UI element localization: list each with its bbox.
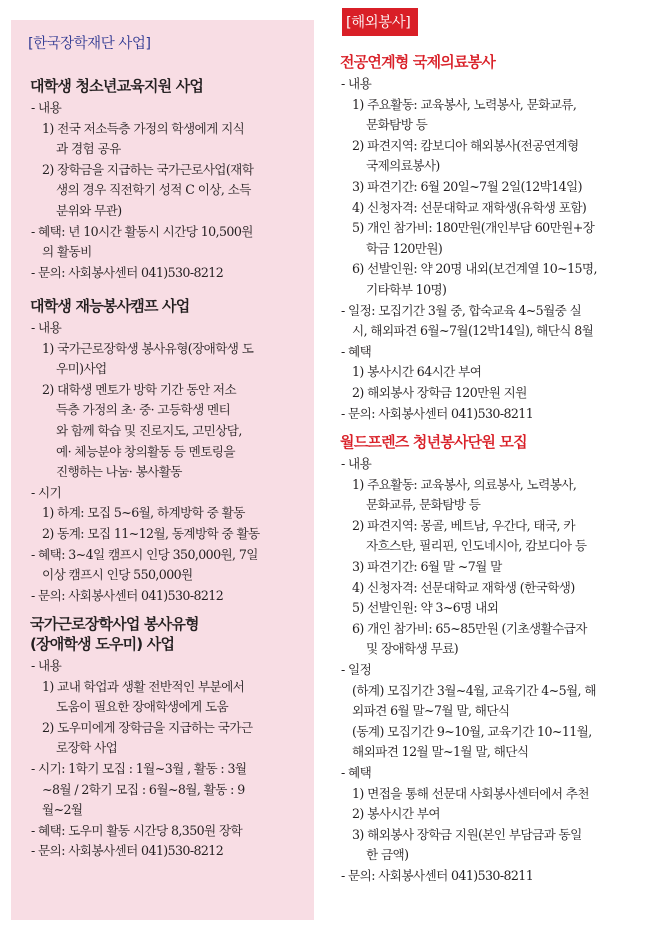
text-line: 1) 봉사시간 64시간 부여 bbox=[352, 364, 482, 380]
text-line: 이상 캠프시 인당 550,000원 bbox=[42, 567, 193, 583]
text-line: 국제의료봉사) bbox=[366, 158, 440, 174]
text-line: 2) 동계: 모집 11~12월, 동계방학 중 활동 bbox=[42, 525, 260, 541]
text-line: 의 활동비 bbox=[42, 244, 92, 260]
text-line: - 혜택: 도우미 활동 시간당 8,350원 장학 bbox=[31, 822, 243, 838]
section-title: 월드프렌즈 청년봉사단원 모집 bbox=[340, 433, 527, 451]
section-world-friends bbox=[340, 432, 640, 886]
text-line: 1) 국가근로장학생 봉사유형(장애학생 도 bbox=[42, 340, 254, 356]
text-line: (동계) 모집기간 9~10월, 교육기간 10~11월, bbox=[352, 723, 592, 739]
text-line: 문화탐방 등 bbox=[366, 117, 428, 133]
text-line: 4) 신청자격: 선문대학교 재학생(유학생 포함) bbox=[352, 199, 587, 215]
text-line: - 문의: 사회봉사센터 041)530-8212 bbox=[31, 843, 224, 859]
section-title: 대학생 재능봉사캠프 사업 bbox=[30, 297, 190, 315]
text-line: 2) 도우미에게 장학금을 지급하는 국가근 bbox=[42, 719, 253, 735]
text-line: - 내용 bbox=[31, 658, 62, 673]
text-line: - 시기: 1학기 모집 : 1월~3월 , 활동 : 3월 bbox=[31, 760, 247, 776]
text-line: 2) 장학금을 지급하는 국가근로사업(재학 bbox=[42, 161, 254, 177]
text-line: 6) 선발인원: 약 20명 내외(보건계열 10~15명, bbox=[352, 261, 597, 277]
text-line: 학금 120만원) bbox=[366, 240, 443, 256]
text-line: ~8월 / 2학기 모집 : 6월~8월, 활동 : 9 bbox=[42, 781, 245, 797]
text-line: 3) 파견기간: 6월 말 ~7월 말 bbox=[352, 558, 502, 574]
text-line: 외파견 6월 말~7월 말, 해단식 bbox=[352, 703, 510, 719]
text-line: 분위와 무관) bbox=[56, 202, 122, 218]
text-line: 한 금액) bbox=[366, 847, 409, 863]
text-line: - 혜택 bbox=[341, 343, 372, 359]
text-line: 6) 개인 참가비: 65~85만원 (기초생활수급자 bbox=[352, 620, 587, 636]
text-line: - 내용 bbox=[341, 76, 372, 91]
text-line: 5) 개인 참가비: 180만원(개인부담 60만원+장 bbox=[352, 220, 595, 236]
section-title: 전공연계형 국제의료봉사 bbox=[340, 53, 496, 71]
text-line: 1) 주요활동: 교육봉사, 노력봉사, 문화교류, bbox=[352, 96, 577, 112]
text-line: (하계) 모집기간 3월~4월, 교육기간 4~5월, 해 bbox=[352, 682, 596, 698]
text-line: 해외파견 12월 말~1월 말, 해단식 bbox=[352, 744, 529, 760]
text-line: 도움이 필요한 장애학생에게 도움 bbox=[56, 699, 229, 715]
text-line: 2) 해외봉사 장학금 120만원 지원 bbox=[352, 384, 527, 400]
section-disabled-student-helper bbox=[30, 614, 300, 862]
text-line: 예· 체능분야 창의활동 등 멘토링을 bbox=[56, 443, 235, 459]
text-line: - 혜택: 년 10시간 활동시 시간당 10,500원 bbox=[31, 223, 253, 239]
text-line: 자흐스탄, 필리핀, 인도네시아, 캄보디아 등 bbox=[366, 538, 587, 554]
text-line: - 혜택 bbox=[341, 764, 372, 780]
text-line: 5) 선발인원: 약 3~6명 내외 bbox=[352, 600, 499, 616]
text-line: 3) 파견기간: 6월 20일~7월 2일(12박14일) bbox=[352, 178, 582, 194]
text-line: - 내용 bbox=[341, 456, 372, 471]
text-line: 득층 가정의 초· 중· 고등학생 멘티 bbox=[56, 402, 231, 418]
text-line: 문화교류, 문화탐방 등 bbox=[366, 497, 481, 513]
text-line: 월~2월 bbox=[42, 802, 83, 818]
text-line: 우미)사업 bbox=[56, 361, 107, 377]
text-line: - 시기 bbox=[31, 484, 62, 500]
text-line: 생의 경우 직전학기 성적 C 이상, 소득 bbox=[56, 182, 251, 198]
text-line: - 혜택: 3~4일 캠프시 인당 350,000원, 7일 bbox=[31, 546, 258, 562]
section-tag-korea-scholarship: [한국장학재단 사업] bbox=[28, 36, 151, 52]
text-line: 1) 주요활동: 교육봉사, 의료봉사, 노력봉사, bbox=[352, 476, 577, 492]
text-line: 로장학 사업 bbox=[56, 740, 118, 756]
text-line: - 문의: 사회봉사센터 041)530-8212 bbox=[31, 264, 224, 280]
text-line: 2) 봉사시간 부여 bbox=[352, 806, 440, 822]
text-line: 1) 하계: 모집 5~6월, 하계방학 중 활동 bbox=[42, 505, 245, 521]
text-line: 3) 해외봉사 장학금 지원(본인 부담금과 동일 bbox=[352, 826, 582, 842]
text-line: 와 함께 학습 및 진로지도, 고민상담, bbox=[56, 422, 242, 438]
text-line: 2) 대학생 멘토가 방학 기간 동안 저소 bbox=[42, 381, 237, 397]
text-line: 1) 교내 학업과 생활 전반적인 부분에서 bbox=[42, 678, 245, 694]
section-title: 국가근로장학사업 봉사유형 bbox=[30, 615, 199, 633]
text-line: 시, 해외파견 6월~7월(12박14일), 해단식 8월 bbox=[352, 323, 594, 339]
text-line: 1) 전국 저소득층 가정의 학생에게 지식 bbox=[42, 120, 245, 136]
text-line: 기타학부 10명) bbox=[366, 281, 447, 297]
text-line: 2) 파견지역: 몽골, 베트남, 우간다, 태국, 카 bbox=[352, 517, 575, 533]
section-title-line2: (장애학생 도우미) 사업 bbox=[30, 635, 175, 653]
text-line: 및 장애학생 무료) bbox=[366, 641, 459, 657]
section-talent-camp bbox=[30, 296, 300, 606]
text-line: - 일정: 모집기간 3월 중, 합숙교육 4~5월중 실 bbox=[341, 302, 582, 318]
text-line: - 내용 bbox=[31, 100, 62, 115]
text-line: - 문의: 사회봉사센터 041)530-8211 bbox=[341, 405, 534, 421]
text-line: 과 경험 공유 bbox=[56, 141, 121, 157]
text-line: - 문의: 사회봉사센터 041)530-8212 bbox=[31, 587, 224, 603]
text-line: - 내용 bbox=[31, 320, 62, 335]
text-line: - 일정 bbox=[341, 661, 372, 677]
section-title: 대학생 청소년교육지원 사업 bbox=[30, 77, 204, 95]
text-line: - 문의: 사회봉사센터 041)530-8211 bbox=[341, 867, 534, 883]
section-medical-volunteer bbox=[340, 52, 640, 424]
text-line: 2) 파견지역: 캄보디아 해외봉사(전공연계형 bbox=[352, 137, 579, 153]
text-line: 4) 신청자격: 선문대학교 재학생 (한국학생) bbox=[352, 579, 575, 595]
text-line: 1) 면접을 통해 선문대 사회봉사센터에서 추천 bbox=[352, 785, 589, 801]
section-youth-education bbox=[30, 76, 300, 283]
text-line: 진행하는 나눔· 봉사활동 bbox=[56, 464, 182, 480]
section-tag-overseas-volunteer: [해외봉사] bbox=[342, 8, 418, 36]
